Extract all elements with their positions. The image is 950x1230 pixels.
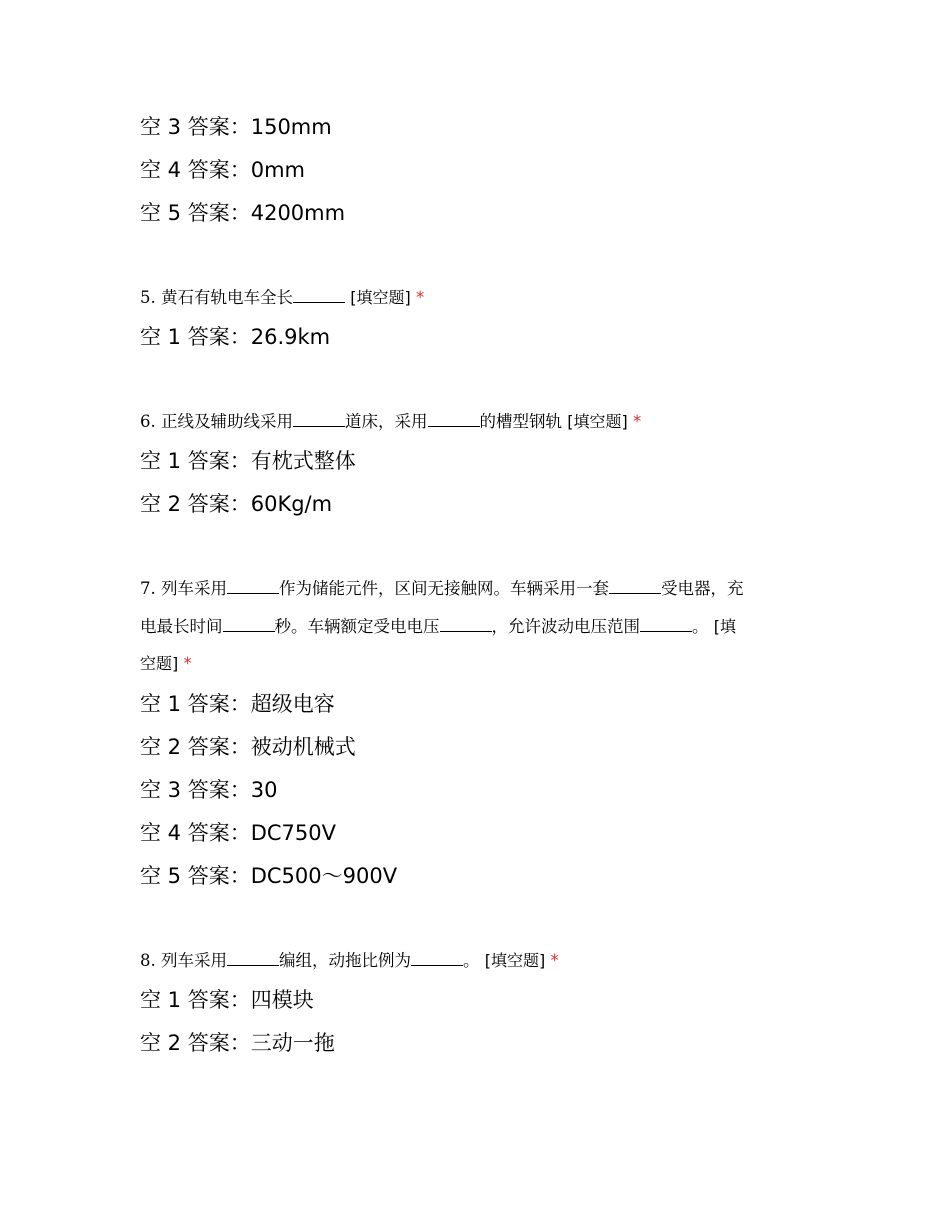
answer-value: 三动一拖 xyxy=(250,1031,335,1055)
answer-value: 被动机械式 xyxy=(250,735,356,759)
fill-blank xyxy=(223,617,275,632)
answer-value: DC500～900V xyxy=(250,864,398,888)
answer-line xyxy=(140,199,345,227)
answer-label: 空 5 答案： xyxy=(140,201,251,225)
question-text: ，允许波动电压范围 xyxy=(491,617,640,636)
question-type: [填 xyxy=(713,617,736,636)
question-text: 受电器，充 xyxy=(661,579,744,598)
question-text: 正线及辅助线采用 xyxy=(161,412,293,431)
answer-line xyxy=(140,733,356,761)
required-star: * xyxy=(550,951,559,970)
question-text: 电最长时间 xyxy=(140,617,223,636)
answer-label: 空 5 答案： xyxy=(140,864,251,888)
answer-label: 空 1 答案： xyxy=(140,449,251,473)
question-text: 列车采用 xyxy=(161,951,227,970)
answer-label: 空 1 答案： xyxy=(140,988,251,1012)
answer-value: 有枕式整体 xyxy=(250,449,356,473)
answer-line xyxy=(140,113,332,141)
question-text: 编组，动拖比例为 xyxy=(279,951,411,970)
answer-label: 空 1 答案： xyxy=(140,692,251,716)
question-type: [填空题] xyxy=(350,288,411,307)
question-6 xyxy=(140,410,641,434)
fill-blank xyxy=(227,951,279,966)
fill-blank xyxy=(411,951,463,966)
fill-blank xyxy=(293,412,345,427)
fill-blank xyxy=(640,617,692,632)
answer-label: 空 2 答案： xyxy=(140,735,251,759)
question-number: 5. xyxy=(140,288,156,307)
question-text: 黄石有轨电车全长 xyxy=(161,288,293,307)
question-number: 6. xyxy=(140,412,156,431)
answer-label: 空 3 答案： xyxy=(140,778,251,802)
answer-line xyxy=(140,776,277,804)
question-7-line-2 xyxy=(140,615,736,639)
question-type: 空题] xyxy=(140,654,179,673)
answer-line xyxy=(140,1029,335,1057)
answer-value: 超级电容 xyxy=(250,692,335,716)
answer-label: 空 4 答案： xyxy=(140,158,251,182)
question-7-line-1 xyxy=(140,577,744,601)
question-text: 道床，采用 xyxy=(345,412,428,431)
question-text: 。 xyxy=(692,617,709,636)
fill-blank xyxy=(293,288,345,303)
required-star: * xyxy=(633,412,642,431)
answer-line xyxy=(140,323,330,351)
question-text: 作为储能元件，区间无接触网。车辆采用一套 xyxy=(279,579,609,598)
required-star: * xyxy=(416,288,425,307)
question-text: 列车采用 xyxy=(161,579,227,598)
question-number: 7. xyxy=(140,579,156,598)
answer-label: 空 2 答案： xyxy=(140,1031,251,1055)
fill-blank xyxy=(609,579,661,594)
question-text: 的槽型钢轨 xyxy=(479,412,562,431)
fill-blank xyxy=(440,617,492,632)
answer-value: 4200mm xyxy=(250,201,346,225)
fill-blank xyxy=(227,579,279,594)
question-type: [填空题] xyxy=(567,412,628,431)
answer-line xyxy=(140,862,397,890)
answer-line xyxy=(140,490,332,518)
question-text: 。 xyxy=(463,951,480,970)
answer-value: 26.9km xyxy=(250,325,331,349)
answer-value: 0mm xyxy=(250,158,305,182)
question-text: 秒。车辆额定受电电压 xyxy=(274,617,440,636)
answer-label: 空 3 答案： xyxy=(140,115,251,139)
question-8 xyxy=(140,949,559,973)
answer-value: 四模块 xyxy=(250,988,314,1012)
answer-line xyxy=(140,986,314,1014)
answer-label: 空 4 答案： xyxy=(140,821,251,845)
question-type: [填空题] xyxy=(484,951,546,970)
answer-value: 150mm xyxy=(250,115,332,139)
required-star: * xyxy=(183,654,192,673)
answer-line xyxy=(140,819,336,847)
answer-value: 60Kg/m xyxy=(250,492,333,516)
question-number: 8. xyxy=(140,951,156,970)
answer-label: 空 1 答案： xyxy=(140,325,251,349)
answer-line xyxy=(140,156,305,184)
question-5 xyxy=(140,286,424,310)
question-7-line-3 xyxy=(140,652,192,676)
answer-value: 30 xyxy=(250,778,278,802)
answer-line xyxy=(140,690,335,718)
answer-value: DC750V xyxy=(250,821,337,845)
answer-label: 空 2 答案： xyxy=(140,492,251,516)
answer-line xyxy=(140,447,356,475)
fill-blank xyxy=(428,412,480,427)
